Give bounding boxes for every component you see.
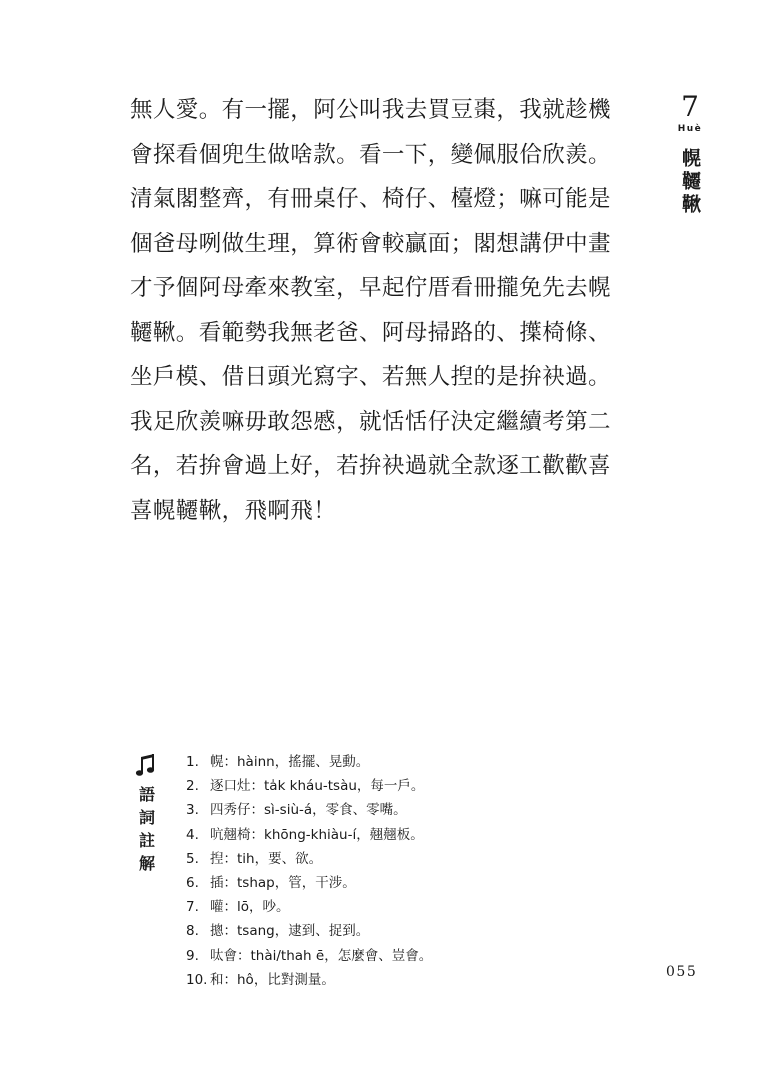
note-text: 吭翹椅：khōng-khiàu-í，翹翹板。: [210, 826, 424, 843]
note-number: 10.: [186, 971, 208, 988]
note-text: 幌：hàinn，搖擺、晃動。: [210, 754, 370, 770]
notes-list: [186, 750, 606, 992]
note-item: [186, 774, 606, 798]
page-number: 055: [666, 964, 698, 980]
note-item: [186, 895, 606, 919]
note-number: 8.: [186, 923, 199, 940]
chapter-number: 7: [681, 90, 699, 123]
note-text: 和：hô，比對測量。: [210, 971, 335, 988]
body-text: [130, 88, 610, 533]
notes-title: 語詞註解: [136, 786, 156, 878]
note-item: [186, 968, 606, 992]
chapter-title: 幌韆鞦: [679, 148, 701, 217]
note-item: [186, 871, 606, 895]
body-line: 名，若拚會過上好，若拚袂過就全款逐工歡歡喜: [130, 453, 611, 479]
note-number: 3.: [186, 802, 199, 819]
note-number: 6.: [186, 875, 199, 892]
note-text: 插：tshap，管，干涉。: [210, 875, 356, 892]
note-text: 嚾：lō，吵。: [210, 899, 290, 916]
note-item: [186, 750, 606, 774]
body-line: 個爸母咧做生理，算術會較贏面；閣想講伊中畫: [130, 230, 611, 257]
note-number: 7.: [186, 899, 199, 916]
body-line: 無人愛。有一擺，阿公叫我去買豆棗，我就趁機: [130, 97, 611, 123]
note-item: [186, 944, 606, 968]
note-item: [186, 823, 606, 847]
note-item: [186, 919, 606, 943]
note-number: 9.: [186, 947, 199, 964]
note-item: [186, 798, 606, 822]
body-line: 才予個阿母牽來教室，早起佇厝看冊攏免先去幌: [130, 275, 611, 301]
note-text: 逐口灶：ta̍k kháu-tsàu，每一戶。: [210, 778, 425, 795]
body-line: 喜幌韆鞦，飛啊飛！: [130, 497, 337, 524]
note-text: 四秀仔：sì-siù-á，零食、零嘴。: [210, 802, 407, 819]
body-line: 韆鞦。看範勢我無老爸、阿母掃路的、擛椅條、: [130, 319, 611, 346]
note-number: 2.: [186, 778, 199, 795]
body-line: 坐戶模、借日頭光寫字、若無人揑的是拚袂過。: [130, 364, 611, 390]
chapter-marker: [672, 92, 708, 217]
music-note-icon: [134, 752, 158, 778]
note-item: [186, 847, 606, 871]
note-text: 摠：tsang，逮到、捉到。: [210, 923, 370, 940]
notes-label: [128, 752, 164, 878]
note-text: 呔會：thài/thah ē，怎麼會、豈會。: [210, 947, 433, 964]
body-line: 會探看個兜生做啥款。看一下，變佩服佮欣羨。: [130, 141, 611, 168]
note-number: 4.: [186, 826, 199, 843]
note-text: 揑：tih，要、欲。: [210, 850, 323, 867]
body-line: 我足欣羨嘛毋敢怨慼，就恬恬仔決定繼續考第二: [130, 408, 611, 435]
note-number: 5.: [186, 850, 199, 867]
note-number: 1.: [186, 754, 199, 770]
chapter-romanization: Huè: [677, 124, 703, 134]
body-line: 清氣閣整齊，有冊桌仔、椅仔、檯燈；嘛可能是: [130, 186, 611, 212]
